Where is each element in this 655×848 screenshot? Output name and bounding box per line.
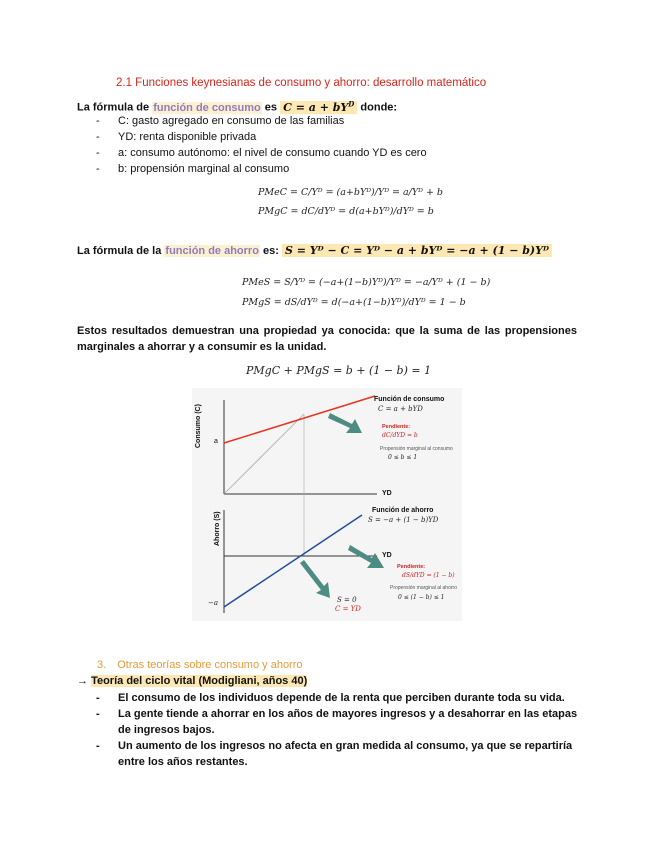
top-x-axis-label: YD (382, 490, 392, 497)
list-item: - El consumo de los individuos depende de la renta que perciben durante toda su vida. (78, 690, 583, 706)
arrow-icon: → (77, 675, 88, 687)
saving-function-title: Función de ahorro (372, 507, 434, 514)
top-intercept-label: a (214, 438, 218, 445)
consumption-formula (280, 101, 357, 114)
top-y-axis-label: Consumo (C) (195, 404, 202, 448)
theory-line (77, 674, 307, 689)
consumption-function-highlight: función de consumo (153, 101, 261, 114)
top-arrow-icon (328, 413, 362, 433)
list-item: - C: gasto agregado en consumo de las familias (78, 113, 598, 129)
list-item: - La gente tiende a ahorrar en los años de mayores ingresos y a desahorrar en las etapas de ingresos bajos. (78, 706, 583, 738)
section3-heading (97, 658, 303, 673)
top-slope-eq: dC/dYD = b (382, 432, 418, 439)
bottom-x-axis-label: YD (382, 552, 392, 559)
pmgc-equation: PMgC = dC/dYᴰ = d(a+bYᴰ)/dYᴰ = b (258, 206, 434, 217)
bottom-slope-note: Propensión marginal al ahorro (390, 585, 457, 591)
consumption-function-title: Función de consumo (374, 396, 445, 403)
consumption-saving-chart (192, 388, 462, 621)
list-item: - Un aumento de los ingresos no afecta en gran medida al consumo, ya que se repartiría entre los años restantes. (78, 738, 583, 770)
intro-prefix: La fórmula de la (77, 245, 165, 257)
formula-main: C = a + bY (283, 100, 349, 114)
consumption-line (224, 396, 375, 443)
saving-line (224, 515, 362, 607)
sum-equation: PMgC + PMgS = b + (1 − b) = 1 (246, 364, 432, 377)
intro-suffix: donde: (357, 101, 398, 114)
pmec-equation: PMeC = C/Yᴰ = (a+bYᴰ)/Yᴰ = a/Yᴰ + b (258, 187, 444, 198)
top-slope-title: Pendiente: (382, 424, 411, 430)
theory-list (78, 690, 583, 770)
pmgs-equation: PMgS = dS/dYᴰ = d(−a+(1−b)Yᴰ)/dYᴰ = 1 − b (242, 297, 466, 308)
section-heading: 2.1 Funciones keynesianas de consumo y ahorro: desarrollo matemático (116, 77, 487, 89)
bottom-slope-title: Pendiente: (397, 564, 426, 570)
list-item: - b: propensión marginal al consumo (78, 161, 598, 177)
definitions-list (78, 113, 598, 177)
intro-middle: es: (259, 245, 282, 257)
section3-number: 3. (97, 659, 107, 671)
top-slope-range: 0 ≤ b ≤ 1 (388, 454, 418, 461)
theory-title: Teoría del ciclo vital (Modigliani, años 40) (91, 675, 308, 687)
consumption-function-eq: C = a + bYD (378, 405, 423, 413)
bottom-slope-range: 0 ≤ (1 − b) ≤ 1 (398, 594, 445, 601)
bottom-y-axis-label: Ahorro (S) (214, 511, 221, 546)
bottom-intercept-label: −a (208, 599, 219, 607)
saving-function-eq: S = −a + (1 − b)YD (368, 516, 439, 524)
conclusion-paragraph: Estos resultados demuestran una propiedad ya conocida: que la suma de las propensiones marginales a ahorrar y a consumir es la unidad. (77, 325, 577, 353)
top-slope-note: Propensión marginal al consumo (380, 446, 453, 452)
zero-arrow-icon (300, 560, 330, 598)
saving-formula: S = Yᴰ − C = Yᴰ − a + bYᴰ = −a + (1 − b)Yᴰ (282, 244, 552, 257)
zero-saving-eq2: C = YD (335, 605, 361, 613)
45-degree-line (224, 414, 304, 494)
list-item: - YD: renta disponible privada (78, 129, 598, 145)
intro-middle: es (261, 101, 281, 114)
list-item: - a: consumo autónomo: el nivel de consumo cuando YD es cero (78, 145, 598, 161)
intro-prefix: La fórmula de (77, 101, 153, 114)
saving-function-highlight: función de ahorro (165, 245, 259, 257)
saving-intro (77, 243, 552, 259)
section3-title: Otras teorías sobre consumo y ahorro (117, 659, 303, 671)
zero-saving-eq: S = 0 (337, 596, 357, 604)
pmes-equation: PMeS = S/Yᴰ = (−a+(1−b)Yᴰ)/Yᴰ = −a/Yᴰ + (1 − b) (242, 277, 491, 288)
bottom-slope-eq: dS/dYD = (1 − b) (402, 572, 455, 579)
formula-sup: D (348, 99, 355, 108)
